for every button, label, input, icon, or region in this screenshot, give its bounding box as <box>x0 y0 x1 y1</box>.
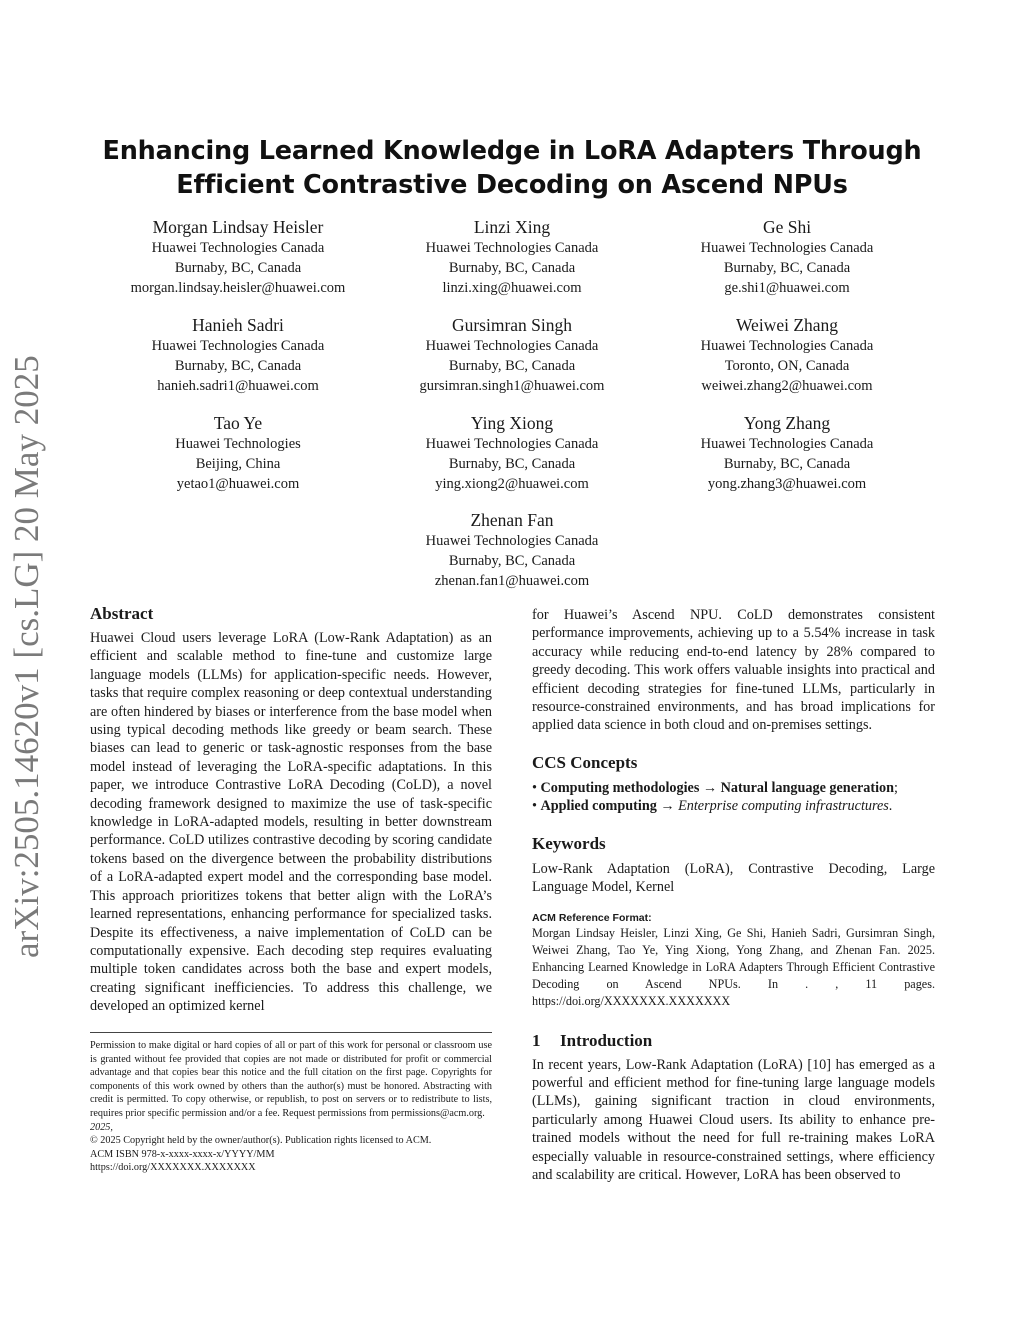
author-email: ying.xiong2@huawei.com <box>435 476 589 492</box>
author-name: Gursimran Singh <box>451 315 573 335</box>
author-location: Burnaby, BC, Canada <box>723 260 851 276</box>
author-location: Burnaby, BC, Canada <box>448 553 576 569</box>
author-affiliation: Huawei Technologies Canada <box>700 338 874 354</box>
section-title: Introduction <box>560 1030 653 1050</box>
permission-text: Permission to make digital or hard copies of all or part of this work for personal or classroom use is granted without fee provided that copies are not made or distributed for profit or commercial advantage and that copies bear this notice and the full citation on the first page. Copyrights for components of this work owned by others than the author(s) must be honored. Abstracting with credit is permitted. To copy otherwise, or republish, to post on servers or to redistribute to lists, requires prior specific permission and/or a fee. Request permissions from permissions@acm.org. <box>90 1040 492 1119</box>
author-location: Burnaby, BC, Canada <box>174 358 302 374</box>
author-email: gursimran.singh1@huawei.com <box>419 378 605 394</box>
title-line-1: Enhancing Learned Knowledge in LoRA Adapters Through <box>102 136 922 166</box>
author-email: hanieh.sadri1@huawei.com <box>157 378 319 394</box>
author-location: Burnaby, BC, Canada <box>174 260 302 276</box>
ccs-concept-2 <box>532 797 935 816</box>
bullet: • <box>532 779 537 796</box>
acm-ref-text: Morgan Lindsay Heisler, Linzi Xing, Ge Shi, Hanieh Sadri, Gursimran Singh, Weiwei Zhang, Tao Ye, Ying Xiong, Yong Zhang, and Zhenan Fan. 2025. Enhancing Learned Knowledge in LoRA Adapters Through Efficient Contrastive Decoding on Ascend NPUs. In . , 11 pages. https://doi.org/XXXXXXX.XXXXXXX <box>532 925 935 1008</box>
arrow-icon: → <box>660 798 675 815</box>
author-location: Burnaby, BC, Canada <box>723 456 851 472</box>
author-location: Toronto, ON, Canada <box>724 358 850 374</box>
ccs-concept-1 <box>532 779 935 798</box>
author-name: Hanieh Sadri <box>192 315 284 335</box>
author-name: Linzi Xing <box>473 217 551 237</box>
author-location: Beijing, China <box>195 456 281 472</box>
author-email: yetao1@huawei.com <box>176 476 300 492</box>
intro-heading <box>532 1030 935 1052</box>
paper-title <box>100 134 924 202</box>
author-card <box>362 412 662 494</box>
author-email: linzi.xing@huawei.com <box>442 280 582 296</box>
abstract-continued: for Huawei’s Ascend NPU. CoLD demonstrates consistent performance improvements, achieving up to a 5.54% increase in task accuracy while reducing end-to-end latency by 28% compared to greedy decoding. This work offers valuable insights into practical and efficient decoding strategies for fine-tuned LLMs, particularly in resource-constrained environments, and has broad implications for applied data science in both cloud and on-premises settings. <box>532 607 935 734</box>
author-card <box>637 314 937 396</box>
author-card <box>88 314 388 396</box>
author-name: Weiwei Zhang <box>735 315 839 335</box>
acm-ref-heading: ACM Reference Format: <box>532 911 652 924</box>
punctuation: ; <box>894 779 898 796</box>
author-affiliation: Huawei Technologies Canada <box>151 240 325 256</box>
intro-text: In recent years, Low-Rank Adaptation (LoRA) [10] has emerged as a powerful and efficient method for fine-tuning large language models (LLMs), gaining significant traction in cloud environments, particularly among Huawei Cloud users. Its ability to enhance pre-trained models without the need for full re-training makes LoRA especially valuable in resource-constrained settings, where efficiency and scalability are critical. However, LoRA has been observed to <box>532 1056 935 1184</box>
author-email: weiwei.zhang2@huawei.com <box>701 378 873 394</box>
author-affiliation: Huawei Technologies Canada <box>425 533 599 549</box>
author-card <box>362 509 662 591</box>
ccs-term: Computing methodologies <box>540 779 700 796</box>
author-affiliation: Huawei Technologies <box>175 436 301 452</box>
section-number: 1 <box>532 1030 541 1050</box>
right-column <box>532 606 935 1185</box>
author-location: Burnaby, BC, Canada <box>448 358 576 374</box>
author-affiliation: Huawei Technologies Canada <box>151 338 325 354</box>
author-affiliation: Huawei Technologies Canada <box>700 436 874 452</box>
author-name: Ying Xiong <box>470 413 554 433</box>
author-card <box>88 216 388 298</box>
ccs-term: Applied computing <box>540 798 657 815</box>
arrow-icon: → <box>702 779 718 796</box>
doi-text: https://doi.org/XXXXXXX.XXXXXXX <box>90 1162 256 1174</box>
author-email: zhenan.fan1@huawei.com <box>434 573 590 589</box>
author-card <box>637 412 937 494</box>
ccs-term: Natural language generation <box>720 779 895 796</box>
author-location: Burnaby, BC, Canada <box>448 456 576 472</box>
author-affiliation: Huawei Technologies Canada <box>425 436 599 452</box>
author-card <box>362 216 662 298</box>
author-card <box>637 216 937 298</box>
author-location: Burnaby, BC, Canada <box>448 260 576 276</box>
author-email: morgan.lindsay.heisler@huawei.com <box>130 280 346 296</box>
title-line-2: Efficient Contrastive Decoding on Ascend NPUs <box>176 170 848 200</box>
author-name: Zhenan Fan <box>470 510 554 530</box>
bullet: • <box>532 798 537 815</box>
author-affiliation: Huawei Technologies Canada <box>425 240 599 256</box>
author-card <box>362 314 662 396</box>
author-name: Morgan Lindsay Heisler <box>152 217 324 237</box>
footnote-year: 2025, <box>90 1121 113 1133</box>
ccs-heading: CCS Concepts <box>532 752 638 772</box>
abstract-text: Huawei Cloud users leverage LoRA (Low-Rank Adaptation) as an efficient and scalable method to fine-tune and customize large language models (LLMs) for application-specific needs. However, tasks that require complex reasoning or deep contextual understanding are often hindered by biases or interference from the base model when using typical decoding methods like greedy or beam search. These biases can lead to generic or task-agnostic responses from the base model instead of leveraging the LoRA-specific adaptations. In this paper, we introduce Contrastive LoRA Decoding (CoLD), a novel decoding framework designed to maximize the use of task-specific knowledge in LoRA-adapted models, resulting in better downstream performance. CoLD utilizes contrastive decoding by scoring candidate tokens based on the divergence between the probability distributions of a LoRA-adapted expert model and the corresponding base model. This approach prioritizes tokens that better align with the LoRA’s learned representations, enhancing performance for specialized tasks. Despite its effectiveness, a naive implementation of CoLD can be computationally expensive. Each decoding step requires evaluating multiple token candidates across both the base and expert models, creating significant inefficiencies. To address this challenge, we developed an optimized kernel <box>90 630 492 1015</box>
keywords-heading: Keywords <box>532 833 606 853</box>
author-email: ge.shi1@huawei.com <box>724 280 850 296</box>
ccs-term: Enterprise computing infrastructures <box>678 798 889 815</box>
permission-footnote <box>90 1032 492 1175</box>
punctuation: . <box>888 798 893 815</box>
author-name: Ge Shi <box>762 217 812 237</box>
keywords-text: Low-Rank Adaptation (LoRA), Contrastive Decoding, Large Language Model, Kernel <box>532 860 935 896</box>
author-affiliation: Huawei Technologies Canada <box>425 338 599 354</box>
author-name: Tao Ye <box>213 413 263 433</box>
isbn-text: ACM ISBN 978-x-xxxx-xxxx-x/YYYY/MM <box>90 1148 275 1160</box>
author-affiliation: Huawei Technologies Canada <box>700 240 874 256</box>
author-card <box>88 412 388 494</box>
author-email: yong.zhang3@huawei.com <box>707 476 867 492</box>
abstract-section <box>90 603 492 1016</box>
author-name: Yong Zhang <box>743 413 831 433</box>
abstract-heading: Abstract <box>90 604 154 623</box>
arxiv-identifier: arXiv:2505.14620v1 [cs.LG] 20 May 2025 <box>7 355 46 958</box>
copyright-text: © 2025 Copyright held by the owner/author(s). Publication rights licensed to ACM. <box>90 1135 432 1147</box>
